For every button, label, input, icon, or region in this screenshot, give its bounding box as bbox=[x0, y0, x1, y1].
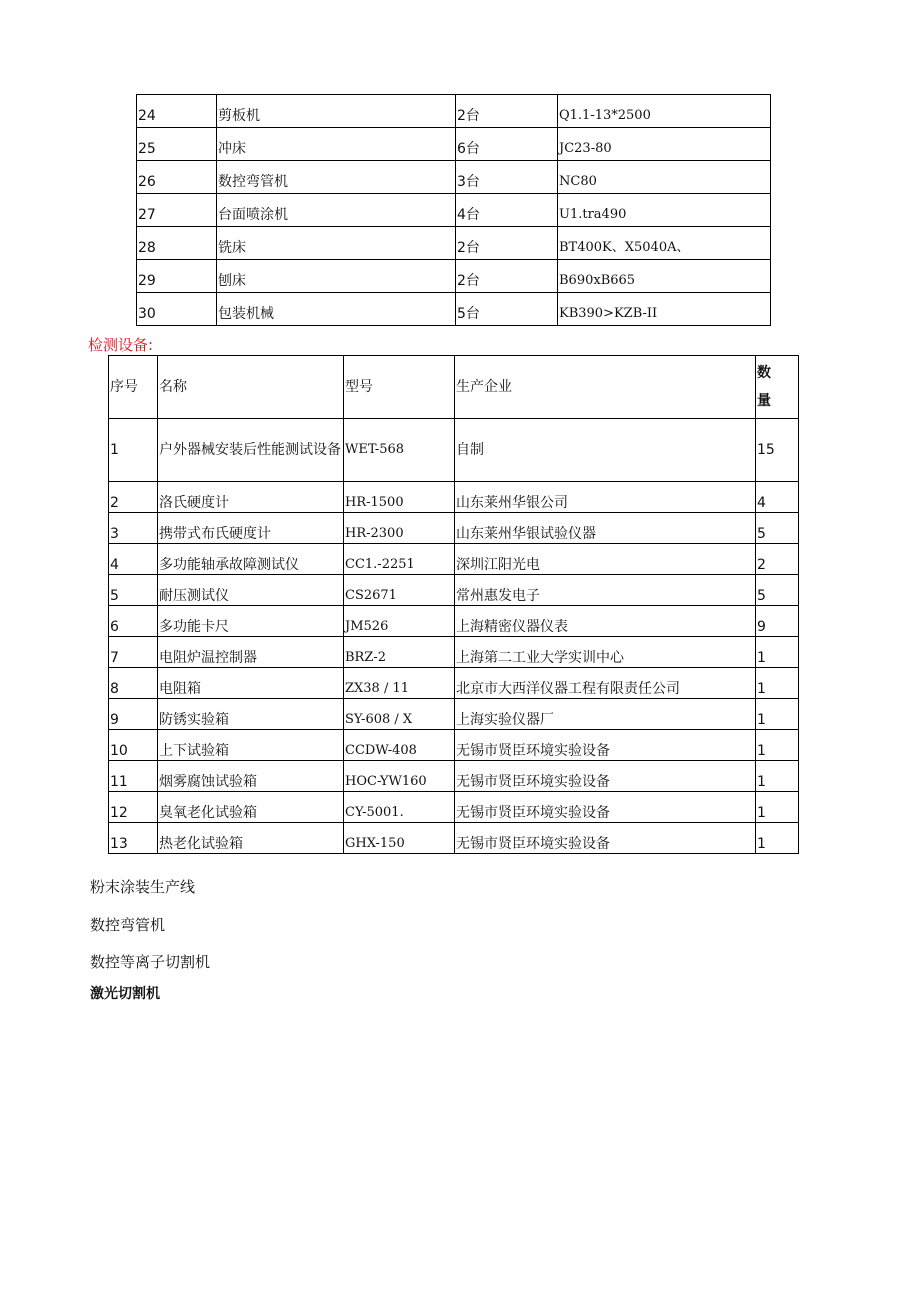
equipment-name: 铣床 bbox=[217, 227, 456, 260]
tail-line-cnc-bender: 数控弯管机 bbox=[90, 916, 166, 934]
table-row bbox=[109, 792, 799, 823]
equipment-qty: 2台 bbox=[456, 95, 558, 128]
device-maker: 深圳江阳光电 bbox=[455, 544, 756, 575]
device-maker: 无锡市贤臣环境实验设备 bbox=[455, 730, 756, 761]
device-model: HOC-YW160 bbox=[344, 761, 455, 792]
device-model: WET-568 bbox=[344, 419, 455, 482]
tail-line-powder-coating: 粉末涂装生产线 bbox=[90, 878, 196, 896]
header-no: 序号 bbox=[109, 356, 158, 419]
device-model: SY-608 / X bbox=[344, 699, 455, 730]
device-name: 热老化试验箱 bbox=[158, 823, 344, 854]
header-maker: 生产企业 bbox=[455, 356, 756, 419]
device-name: 耐压测试仪 bbox=[158, 575, 344, 606]
equipment-model: U1.tra490 bbox=[558, 194, 771, 227]
device-name: 烟雾腐蚀试验箱 bbox=[158, 761, 344, 792]
equipment-model: KB390>KZB-II bbox=[558, 293, 771, 326]
equipment-model: Q1.1-13*2500 bbox=[558, 95, 771, 128]
row-number: 6 bbox=[109, 606, 158, 637]
equipment-name: 包装机械 bbox=[217, 293, 456, 326]
device-name: 电阻箱 bbox=[158, 668, 344, 699]
equipment-model: B690xB665 bbox=[558, 260, 771, 293]
device-maker: 无锡市贤臣环境实验设备 bbox=[455, 792, 756, 823]
table-row bbox=[109, 761, 799, 792]
table-row bbox=[109, 544, 799, 575]
device-maker: 北京市大西洋仪器工程有限责任公司 bbox=[455, 668, 756, 699]
row-number: 11 bbox=[109, 761, 158, 792]
device-qty: 4 bbox=[756, 482, 799, 513]
row-number: 1 bbox=[109, 419, 158, 482]
testing-section-title: 检测设备: bbox=[88, 336, 154, 354]
device-maker: 山东莱州华银公司 bbox=[455, 482, 756, 513]
row-number: 24 bbox=[137, 95, 217, 128]
row-number: 13 bbox=[109, 823, 158, 854]
equipment-qty: 4台 bbox=[456, 194, 558, 227]
device-qty: 9 bbox=[756, 606, 799, 637]
row-number: 30 bbox=[137, 293, 217, 326]
device-maker: 无锡市贤臣环境实验设备 bbox=[455, 761, 756, 792]
table-row bbox=[109, 730, 799, 761]
row-number: 4 bbox=[109, 544, 158, 575]
device-qty: 1 bbox=[756, 792, 799, 823]
device-qty: 5 bbox=[756, 513, 799, 544]
table-row bbox=[109, 575, 799, 606]
equipment-qty: 2台 bbox=[456, 227, 558, 260]
table-header-row bbox=[109, 356, 799, 419]
device-name: 洛氏硬度计 bbox=[158, 482, 344, 513]
header-qty-line2: 量 bbox=[757, 393, 771, 409]
table-row bbox=[137, 260, 771, 293]
device-name: 臭氧老化试验箱 bbox=[158, 792, 344, 823]
device-qty: 15 bbox=[756, 419, 799, 482]
table-row bbox=[137, 194, 771, 227]
table-row bbox=[109, 699, 799, 730]
device-qty: 1 bbox=[756, 761, 799, 792]
table-row bbox=[109, 668, 799, 699]
equipment-qty: 6台 bbox=[456, 128, 558, 161]
row-number: 25 bbox=[137, 128, 217, 161]
table-row bbox=[137, 161, 771, 194]
equipment-qty: 2台 bbox=[456, 260, 558, 293]
row-number: 5 bbox=[109, 575, 158, 606]
row-number: 12 bbox=[109, 792, 158, 823]
device-model: CS2671 bbox=[344, 575, 455, 606]
equipment-qty: 3台 bbox=[456, 161, 558, 194]
device-model: CY-5001. bbox=[344, 792, 455, 823]
equipment-qty: 5台 bbox=[456, 293, 558, 326]
equipment-name: 剪板机 bbox=[217, 95, 456, 128]
row-number: 26 bbox=[137, 161, 217, 194]
row-number: 8 bbox=[109, 668, 158, 699]
header-name: 名称 bbox=[158, 356, 344, 419]
row-number: 9 bbox=[109, 699, 158, 730]
device-model: HR-2300 bbox=[344, 513, 455, 544]
device-maker: 上海第二工业大学实训中心 bbox=[455, 637, 756, 668]
equipment-model: JC23-80 bbox=[558, 128, 771, 161]
device-name: 上下试验箱 bbox=[158, 730, 344, 761]
device-qty: 5 bbox=[756, 575, 799, 606]
device-maker: 上海实验仪器厂 bbox=[455, 699, 756, 730]
equipment-model: NC80 bbox=[558, 161, 771, 194]
device-qty: 1 bbox=[756, 823, 799, 854]
device-maker: 常州惠发电子 bbox=[455, 575, 756, 606]
device-model: HR-1500 bbox=[344, 482, 455, 513]
row-number: 27 bbox=[137, 194, 217, 227]
device-model: CCDW-408 bbox=[344, 730, 455, 761]
row-number: 10 bbox=[109, 730, 158, 761]
device-model: CC1.-2251 bbox=[344, 544, 455, 575]
table-row bbox=[109, 482, 799, 513]
row-number: 29 bbox=[137, 260, 217, 293]
device-maker: 自制 bbox=[455, 419, 756, 482]
table-row bbox=[109, 606, 799, 637]
equipment-model: BT400K、X5040A、 bbox=[558, 227, 771, 260]
testing-equipment-table bbox=[108, 355, 799, 854]
device-model: BRZ-2 bbox=[344, 637, 455, 668]
device-qty: 1 bbox=[756, 668, 799, 699]
tail-line-plasma-cutter: 数控等离子切割机 bbox=[90, 953, 211, 971]
row-number: 28 bbox=[137, 227, 217, 260]
device-maker: 上海精密仪器仪表 bbox=[455, 606, 756, 637]
device-name: 携带式布氏硬度计 bbox=[158, 513, 344, 544]
table-row bbox=[109, 419, 799, 482]
tail-line-laser-cutter: 激光切割机 bbox=[90, 986, 160, 1002]
equipment-name: 冲床 bbox=[217, 128, 456, 161]
equipment-table bbox=[136, 94, 771, 326]
device-model: GHX-150 bbox=[344, 823, 455, 854]
table-row bbox=[109, 513, 799, 544]
row-number: 7 bbox=[109, 637, 158, 668]
device-maker: 山东莱州华银试验仪器 bbox=[455, 513, 756, 544]
table-row bbox=[109, 823, 799, 854]
table-row bbox=[137, 128, 771, 161]
table-row bbox=[137, 293, 771, 326]
equipment-name: 数控弯管机 bbox=[217, 161, 456, 194]
device-name: 多功能卡尺 bbox=[158, 606, 344, 637]
header-model: 型号 bbox=[344, 356, 455, 419]
device-qty: 1 bbox=[756, 637, 799, 668]
table-row bbox=[137, 95, 771, 128]
device-qty: 1 bbox=[756, 730, 799, 761]
header-qty-line1: 数 bbox=[757, 365, 771, 381]
device-name: 多功能轴承故障测试仪 bbox=[158, 544, 344, 575]
header-qty bbox=[756, 356, 799, 419]
device-qty: 2 bbox=[756, 544, 799, 575]
equipment-name: 刨床 bbox=[217, 260, 456, 293]
table-row bbox=[109, 637, 799, 668]
device-model: JM526 bbox=[344, 606, 455, 637]
device-name: 电阻炉温控制器 bbox=[158, 637, 344, 668]
row-number: 3 bbox=[109, 513, 158, 544]
device-name: 户外器械安装后性能测试设备 bbox=[158, 419, 344, 482]
equipment-name: 台面喷涂机 bbox=[217, 194, 456, 227]
table-row bbox=[137, 227, 771, 260]
device-qty: 1 bbox=[756, 699, 799, 730]
row-number: 2 bbox=[109, 482, 158, 513]
device-model: ZX38 / 11 bbox=[344, 668, 455, 699]
device-maker: 无锡市贤臣环境实验设备 bbox=[455, 823, 756, 854]
device-name: 防锈实验箱 bbox=[158, 699, 344, 730]
